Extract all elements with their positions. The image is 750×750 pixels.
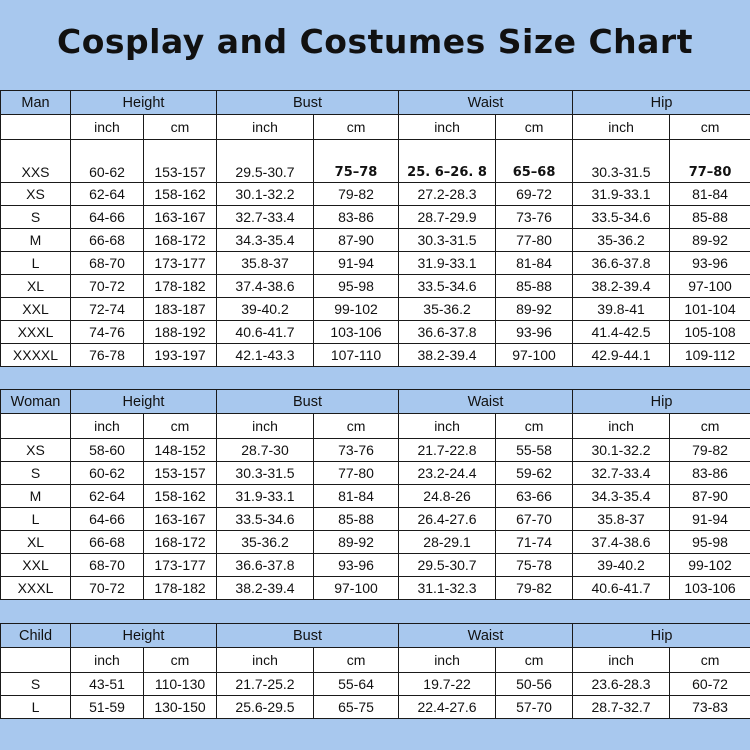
size-value: 103-106 <box>314 321 399 344</box>
size-value: 110-130 <box>144 673 217 696</box>
size-row <box>1 275 750 298</box>
size-value: 41.4-42.5 <box>573 321 670 344</box>
unit-header: inch <box>399 115 496 140</box>
size-value: 85-88 <box>496 275 573 298</box>
size-value: 93-96 <box>314 554 399 577</box>
size-value: 39-40.2 <box>217 298 314 321</box>
size-value: 97-100 <box>496 344 573 367</box>
size-value: 38.2-39.4 <box>573 275 670 298</box>
group-header-row <box>1 390 750 414</box>
unit-header: cm <box>496 115 573 140</box>
size-value: 183-187 <box>144 298 217 321</box>
size-value: 64-66 <box>71 508 144 531</box>
size-value: 163-167 <box>144 508 217 531</box>
group-header: Waist <box>399 91 573 115</box>
size-value: 55-58 <box>496 439 573 462</box>
size-label: XXL <box>1 554 71 577</box>
unit-header-row <box>1 648 750 673</box>
size-value: 65-75 <box>314 696 399 719</box>
unit-header: inch <box>573 648 670 673</box>
size-value: 65–68 <box>496 140 573 183</box>
unit-header: cm <box>314 115 399 140</box>
size-label: XL <box>1 275 71 298</box>
unit-header: inch <box>217 414 314 439</box>
size-value: 76-78 <box>71 344 144 367</box>
unit-header: cm <box>496 648 573 673</box>
size-label: XS <box>1 183 71 206</box>
size-value: 79-82 <box>670 439 750 462</box>
unit-header: inch <box>573 414 670 439</box>
size-value: 95-98 <box>314 275 399 298</box>
group-header: Height <box>71 390 217 414</box>
size-row <box>1 206 750 229</box>
size-row <box>1 696 750 719</box>
size-value: 73-83 <box>670 696 750 719</box>
size-row <box>1 531 750 554</box>
group-header: Height <box>71 624 217 648</box>
size-value: 35.8-37 <box>573 508 670 531</box>
size-value: 36.6-37.8 <box>217 554 314 577</box>
size-value: 51-59 <box>71 696 144 719</box>
size-value: 99-102 <box>314 298 399 321</box>
size-value: 73-76 <box>314 439 399 462</box>
size-row <box>1 229 750 252</box>
size-value: 60-72 <box>670 673 750 696</box>
size-value: 24.8-26 <box>399 485 496 508</box>
size-row <box>1 462 750 485</box>
size-value: 37.4-38.6 <box>573 531 670 554</box>
size-label: S <box>1 673 71 696</box>
size-value: 35-36.2 <box>399 298 496 321</box>
size-value: 32.7-33.4 <box>573 462 670 485</box>
size-value: 27.2-28.3 <box>399 183 496 206</box>
size-row <box>1 485 750 508</box>
size-value: 31.9-33.1 <box>399 252 496 275</box>
size-row <box>1 321 750 344</box>
size-value: 63-66 <box>496 485 573 508</box>
size-value: 35-36.2 <box>573 229 670 252</box>
size-value: 35.8-37 <box>217 252 314 275</box>
size-value: 91-94 <box>670 508 750 531</box>
size-label: L <box>1 508 71 531</box>
size-value: 21.7-25.2 <box>217 673 314 696</box>
size-value: 81-84 <box>670 183 750 206</box>
unit-header-row <box>1 115 750 140</box>
size-value: 93-96 <box>670 252 750 275</box>
size-value: 158-162 <box>144 183 217 206</box>
size-value: 97-100 <box>314 577 399 600</box>
size-label: L <box>1 696 71 719</box>
size-value: 40.6-41.7 <box>573 577 670 600</box>
size-value: 62-64 <box>71 485 144 508</box>
size-value: 107-110 <box>314 344 399 367</box>
unit-header: inch <box>573 115 670 140</box>
size-value: 28.7-30 <box>217 439 314 462</box>
size-value: 23.6-28.3 <box>573 673 670 696</box>
unit-header: inch <box>217 115 314 140</box>
size-value: 23.2-24.4 <box>399 462 496 485</box>
group-header: Height <box>71 91 217 115</box>
size-value: 97-100 <box>670 275 750 298</box>
size-value: 89-92 <box>670 229 750 252</box>
size-label: XXXXL <box>1 344 71 367</box>
section-label: Woman <box>1 390 71 414</box>
size-value: 38.2-39.4 <box>217 577 314 600</box>
size-label: XXXL <box>1 577 71 600</box>
size-value: 43-51 <box>71 673 144 696</box>
size-value: 70-72 <box>71 577 144 600</box>
unit-header-row <box>1 414 750 439</box>
size-value: 153-157 <box>144 462 217 485</box>
size-row <box>1 298 750 321</box>
size-label: M <box>1 229 71 252</box>
size-value: 22.4-27.6 <box>399 696 496 719</box>
size-label: S <box>1 206 71 229</box>
unit-header: inch <box>399 414 496 439</box>
size-value: 33.5-34.6 <box>399 275 496 298</box>
size-value: 60-62 <box>71 140 144 183</box>
size-value: 87-90 <box>314 229 399 252</box>
size-value: 83-86 <box>670 462 750 485</box>
unit-header: cm <box>314 414 399 439</box>
size-value: 68-70 <box>71 554 144 577</box>
size-row <box>1 439 750 462</box>
size-label: S <box>1 462 71 485</box>
size-label: XXL <box>1 298 71 321</box>
unit-header-blank <box>1 414 71 439</box>
size-value: 153-157 <box>144 140 217 183</box>
size-value: 36.6-37.8 <box>573 252 670 275</box>
size-value: 178-182 <box>144 275 217 298</box>
size-value: 73-76 <box>496 206 573 229</box>
size-label: XXS <box>1 140 71 183</box>
size-row <box>1 673 750 696</box>
size-value: 148-152 <box>144 439 217 462</box>
size-value: 168-172 <box>144 229 217 252</box>
size-value: 79-82 <box>314 183 399 206</box>
size-value: 29.5-30.7 <box>217 140 314 183</box>
size-value: 93-96 <box>496 321 573 344</box>
unit-header: cm <box>144 648 217 673</box>
size-value: 26.4-27.6 <box>399 508 496 531</box>
size-value: 95-98 <box>670 531 750 554</box>
size-value: 55-64 <box>314 673 399 696</box>
size-value: 36.6-37.8 <box>399 321 496 344</box>
size-value: 89-92 <box>314 531 399 554</box>
group-header: Hip <box>573 624 750 648</box>
size-value: 81-84 <box>314 485 399 508</box>
size-value: 30.3-31.5 <box>217 462 314 485</box>
section-label: Man <box>1 91 71 115</box>
size-value: 74-76 <box>71 321 144 344</box>
page-title: Cosplay and Costumes Size Chart <box>57 22 693 61</box>
size-value: 34.3-35.4 <box>217 229 314 252</box>
unit-header: cm <box>670 115 750 140</box>
size-row <box>1 183 750 206</box>
size-value: 101-104 <box>670 298 750 321</box>
size-value: 85-88 <box>314 508 399 531</box>
size-row <box>1 508 750 531</box>
size-value: 37.4-38.6 <box>217 275 314 298</box>
size-value: 59-62 <box>496 462 573 485</box>
size-value: 28.7-32.7 <box>573 696 670 719</box>
size-value: 60-62 <box>71 462 144 485</box>
size-label: L <box>1 252 71 275</box>
size-value: 19.7-22 <box>399 673 496 696</box>
size-row <box>1 554 750 577</box>
size-value: 29.5-30.7 <box>399 554 496 577</box>
size-label: XS <box>1 439 71 462</box>
size-value: 30.3-31.5 <box>573 140 670 183</box>
size-value: 66-68 <box>71 229 144 252</box>
size-value: 71-74 <box>496 531 573 554</box>
size-value: 28.7-29.9 <box>399 206 496 229</box>
group-header: Hip <box>573 91 750 115</box>
unit-header-blank <box>1 115 71 140</box>
group-header-row <box>1 624 750 648</box>
size-value: 68-70 <box>71 252 144 275</box>
unit-header: cm <box>314 648 399 673</box>
size-value: 39-40.2 <box>573 554 670 577</box>
child-size-table <box>0 623 750 719</box>
size-value: 33.5-34.6 <box>217 508 314 531</box>
section-label: Child <box>1 624 71 648</box>
size-value: 89-92 <box>496 298 573 321</box>
size-value: 67-70 <box>496 508 573 531</box>
size-value: 34.3-35.4 <box>573 485 670 508</box>
size-value: 109-112 <box>670 344 750 367</box>
size-value: 50-56 <box>496 673 573 696</box>
size-value: 70-72 <box>71 275 144 298</box>
size-value: 77–80 <box>670 140 750 183</box>
unit-header: cm <box>144 414 217 439</box>
size-value: 35-36.2 <box>217 531 314 554</box>
size-value: 42.9-44.1 <box>573 344 670 367</box>
unit-header: cm <box>144 115 217 140</box>
size-value: 81-84 <box>496 252 573 275</box>
unit-header: inch <box>71 115 144 140</box>
unit-header: inch <box>71 648 144 673</box>
size-row <box>1 140 750 183</box>
group-header: Hip <box>573 390 750 414</box>
size-value: 158-162 <box>144 485 217 508</box>
size-value: 188-192 <box>144 321 217 344</box>
size-value: 173-177 <box>144 252 217 275</box>
size-value: 21.7-22.8 <box>399 439 496 462</box>
size-value: 77-80 <box>496 229 573 252</box>
size-value: 163-167 <box>144 206 217 229</box>
size-value: 32.7-33.4 <box>217 206 314 229</box>
size-value: 77-80 <box>314 462 399 485</box>
group-header: Bust <box>217 390 399 414</box>
size-value: 38.2-39.4 <box>399 344 496 367</box>
group-header: Bust <box>217 91 399 115</box>
size-value: 168-172 <box>144 531 217 554</box>
size-value: 28-29.1 <box>399 531 496 554</box>
size-value: 31.9-33.1 <box>217 485 314 508</box>
unit-header: inch <box>71 414 144 439</box>
unit-header-blank <box>1 648 71 673</box>
size-value: 30.3-31.5 <box>399 229 496 252</box>
size-row <box>1 252 750 275</box>
size-value: 178-182 <box>144 577 217 600</box>
size-value: 87-90 <box>670 485 750 508</box>
size-value: 66-68 <box>71 531 144 554</box>
size-label: M <box>1 485 71 508</box>
size-row <box>1 344 750 367</box>
group-header: Waist <box>399 624 573 648</box>
size-value: 193-197 <box>144 344 217 367</box>
unit-header: cm <box>670 414 750 439</box>
size-value: 69-72 <box>496 183 573 206</box>
size-value: 31.1-32.3 <box>399 577 496 600</box>
size-value: 25.6-29.5 <box>217 696 314 719</box>
size-value: 33.5-34.6 <box>573 206 670 229</box>
size-value: 40.6-41.7 <box>217 321 314 344</box>
size-label: XXXL <box>1 321 71 344</box>
size-value: 105-108 <box>670 321 750 344</box>
unit-header: cm <box>670 648 750 673</box>
size-value: 30.1-32.2 <box>573 439 670 462</box>
size-row <box>1 577 750 600</box>
size-value: 64-66 <box>71 206 144 229</box>
group-header-row <box>1 91 750 115</box>
size-value: 30.1-32.2 <box>217 183 314 206</box>
size-value: 83-86 <box>314 206 399 229</box>
size-value: 79-82 <box>496 577 573 600</box>
size-value: 75-78 <box>496 554 573 577</box>
size-value: 173-177 <box>144 554 217 577</box>
group-header: Bust <box>217 624 399 648</box>
unit-header: inch <box>399 648 496 673</box>
size-value: 103-106 <box>670 577 750 600</box>
size-value: 62-64 <box>71 183 144 206</box>
woman-size-table <box>0 389 750 600</box>
size-value: 25. 6–26. 8 <box>399 140 496 183</box>
size-value: 130-150 <box>144 696 217 719</box>
size-value: 85-88 <box>670 206 750 229</box>
size-value: 99-102 <box>670 554 750 577</box>
size-value: 75–78 <box>314 140 399 183</box>
size-value: 57-70 <box>496 696 573 719</box>
size-value: 39.8-41 <box>573 298 670 321</box>
size-value: 72-74 <box>71 298 144 321</box>
size-value: 31.9-33.1 <box>573 183 670 206</box>
size-value: 91-94 <box>314 252 399 275</box>
group-header: Waist <box>399 390 573 414</box>
size-value: 58-60 <box>71 439 144 462</box>
size-value: 42.1-43.3 <box>217 344 314 367</box>
man-size-table <box>0 90 750 367</box>
unit-header: cm <box>496 414 573 439</box>
size-label: XL <box>1 531 71 554</box>
unit-header: inch <box>217 648 314 673</box>
